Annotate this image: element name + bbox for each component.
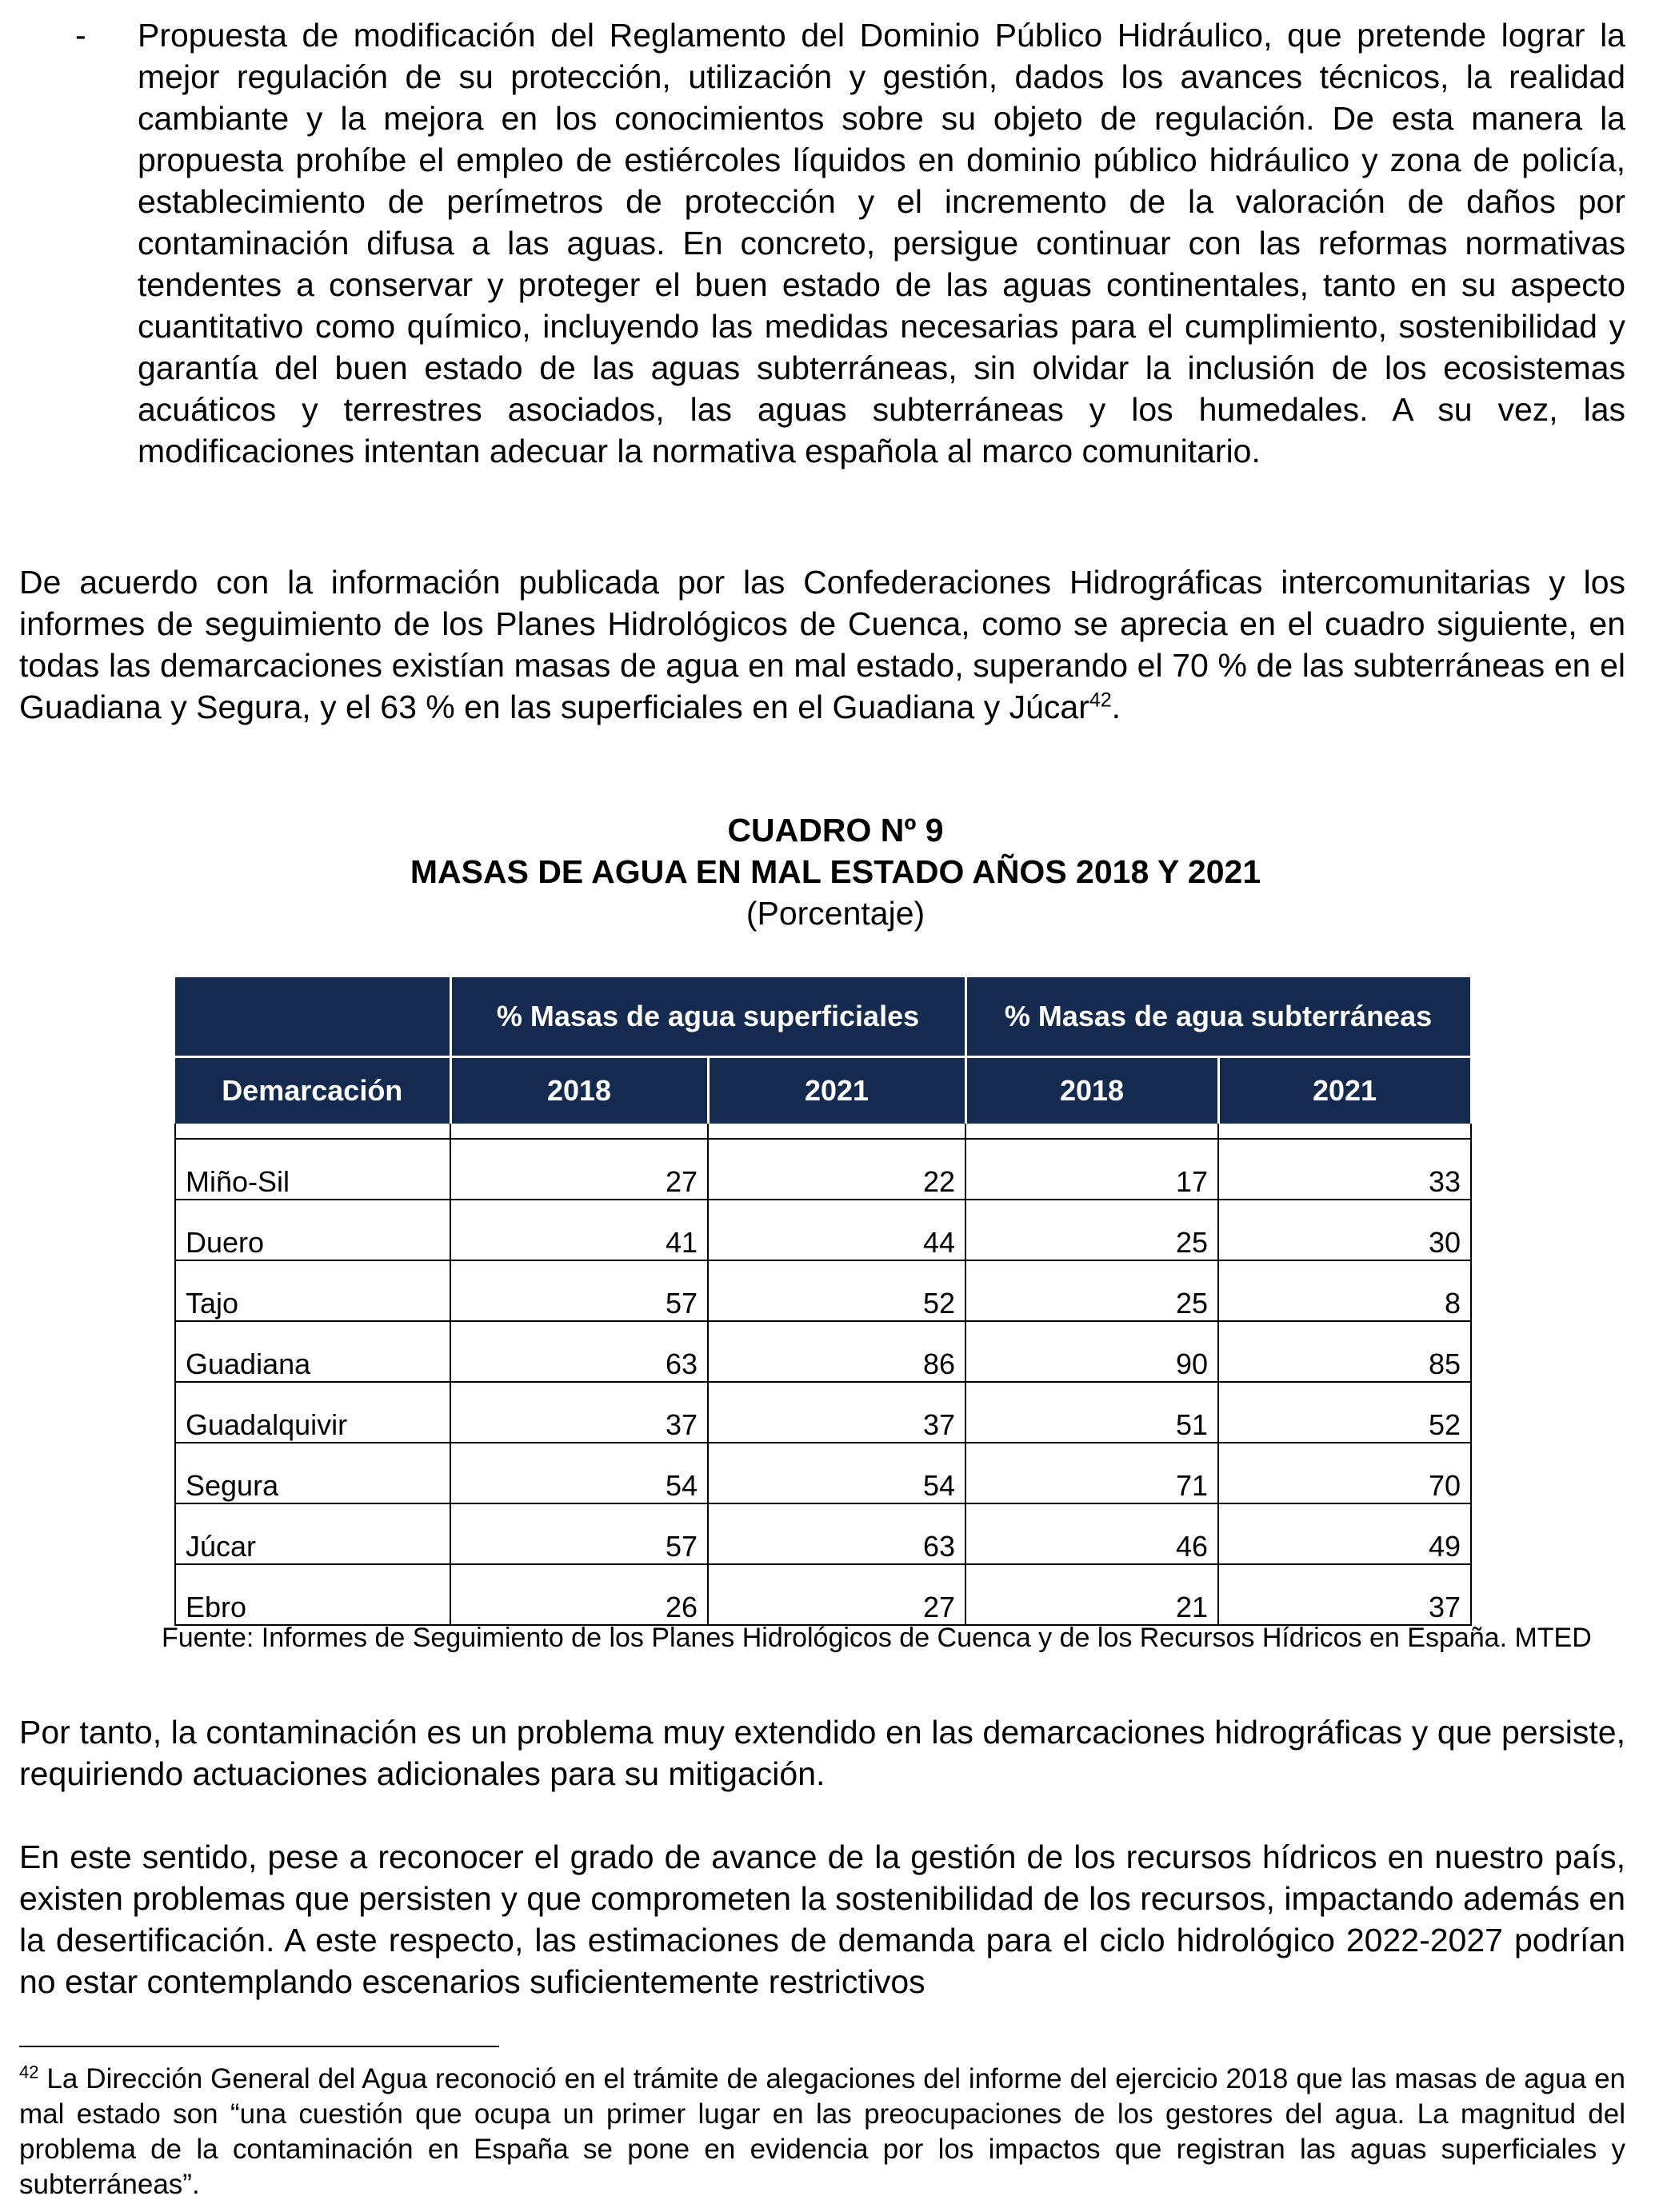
cell-value: 26 xyxy=(450,1564,708,1625)
bullet-paragraph: Propuesta de modificación del Reglamento del Dominio Público Hidráulico, que pretende lograr la mejor regulación de su protección, utilización y gestión, dados los avances técnicos, la realidad cambiante y la mejora en los conocimientos sobre su objeto de regulación. De esta manera la propuesta prohíbe el empleo de estiércoles líquidos en dominio público hidráulico y zona de policía, establecimiento de perímetros de protección y el incremento de la valoración de daños por contaminación difusa a las aguas. En concreto, persigue continuar con las reformas normativas tendentes a conservar y proteger el buen estado de las aguas continentales, tanto en su aspecto cuantitativo como químico, incluyendo las medidas necesarias para el cumplimiento, sostenibilidad y garantía del buen estado de las aguas subterráneas, sin olvidar la inclusión de los ecosistemas acuáticos y terrestres asociados, las aguas subterráneas y los humedales. A su vez, las modificaciones intentan adecuar la normativa española al marco comunitario. xyxy=(138,17,1625,469)
row-name: Miño-Sil xyxy=(175,1139,450,1200)
row-name: Segura xyxy=(175,1443,450,1503)
footnote-number: 42 xyxy=(19,2062,39,2082)
cell-value: 33 xyxy=(1218,1139,1471,1200)
row-name: Tajo xyxy=(175,1260,450,1321)
cell-value: 37 xyxy=(708,1382,965,1443)
cell-value: 52 xyxy=(708,1260,965,1321)
cell-value: 71 xyxy=(965,1443,1218,1503)
cell-value: 22 xyxy=(708,1139,965,1200)
cell-value: 41 xyxy=(450,1200,708,1260)
cell-value: 17 xyxy=(965,1139,1218,1200)
table-row xyxy=(175,1564,1471,1625)
table-number: CUADRO Nº 9 xyxy=(727,812,944,848)
cell-value: 21 xyxy=(965,1564,1218,1625)
table-row xyxy=(175,1321,1471,1382)
cell-value: 86 xyxy=(708,1321,965,1382)
footnote-text: La Dirección General del Agua reconoció en el trámite de alegaciones del informe del ejercicio 2018 que las masas de agua en mal estado son “una cuestión que ocupa un primer lugar en las preocupaciones de los gestores del agua. La magnitud del problema de la contaminación en España se pone en evidencia por los impactos que registran las aguas superficiales y subterráneas”. xyxy=(19,2063,1625,2200)
cell-value: 63 xyxy=(708,1503,965,1564)
cell-value: 8 xyxy=(1218,1260,1471,1321)
cell-value: 49 xyxy=(1218,1503,1471,1564)
footnote-separator xyxy=(19,2046,499,2047)
table-row xyxy=(175,1503,1471,1564)
table-title: MASAS DE AGUA EN MAL ESTADO AÑOS 2018 Y 2021 xyxy=(410,853,1261,890)
table-subtitle: (Porcentaje) xyxy=(746,895,925,932)
cell-value: 54 xyxy=(450,1443,708,1503)
header-surface-2021: 2021 xyxy=(708,1057,965,1124)
cell-value: 85 xyxy=(1218,1321,1471,1382)
header-surface-waters: % Masas de agua superficiales xyxy=(450,977,965,1057)
header-groundwater-2018: 2018 xyxy=(965,1057,1218,1124)
table-row xyxy=(175,1260,1471,1321)
table-source: Fuente: Informes de Seguimiento de los Planes Hidrológicos de Cuenca y de los Recursos Hídricos en España. MTED xyxy=(162,1623,1592,1653)
water-bodies-table xyxy=(174,977,1473,1626)
paragraph-contamination: Por tanto, la contaminación es un problema muy extendido en las demarcaciones hidrográficas y que persiste, requiriendo actuaciones adicionales para su mitigación. xyxy=(19,1714,1625,1792)
column-header-row xyxy=(175,1057,1471,1124)
group-header-row xyxy=(175,977,1471,1057)
paragraph-text: De acuerdo con la información publicada por las Confederaciones Hidrográficas intercomunitarias y los informes de seguimiento de los Planes Hidrológicos de Cuenca, como se aprecia en el cuadro siguiente, en todas las demarcaciones existían masas de agua en mal estado, superando el 70 % de las subterráneas en el Guadiana y Segura, y el 63 % en las superficiales en el Guadiana y Júcar xyxy=(19,564,1625,725)
row-name: Guadiana xyxy=(175,1321,450,1382)
cell-value: 57 xyxy=(450,1260,708,1321)
cell-value: 27 xyxy=(450,1139,708,1200)
bullet-marker: - xyxy=(75,17,86,54)
cell-value: 57 xyxy=(450,1503,708,1564)
cell-value: 52 xyxy=(1218,1382,1471,1443)
cell-value: 25 xyxy=(965,1260,1218,1321)
cell-value: 63 xyxy=(450,1321,708,1382)
header-demarcacion: Demarcación xyxy=(175,1057,450,1124)
table-spacer-row xyxy=(175,1124,1471,1139)
empty-header-cell xyxy=(175,977,450,1057)
cell-value: 27 xyxy=(708,1564,965,1625)
cell-value: 70 xyxy=(1218,1443,1471,1503)
row-name: Duero xyxy=(175,1200,450,1260)
cell-value: 30 xyxy=(1218,1200,1471,1260)
footnote-reference[interactable]: 42 xyxy=(1089,689,1112,712)
table-row xyxy=(175,1382,1471,1443)
header-groundwater-2021: 2021 xyxy=(1218,1057,1471,1124)
table-row xyxy=(175,1139,1471,1200)
cell-value: 37 xyxy=(450,1382,708,1443)
paragraph-resources: En este sentido, pese a reconocer el grado de avance de la gestión de los recursos hídricos en nuestro país, existen problemas que persisten y que comprometen la sostenibilidad de los recursos, impactando además en la desertificación. A este respecto, las estimaciones de demanda para el ciclo hidrológico 2022-2027 podrían no estar contemplando escenarios suficientemente restrictivos xyxy=(19,1839,1625,2000)
cell-value: 90 xyxy=(965,1321,1218,1382)
row-name: Guadalquivir xyxy=(175,1382,450,1443)
table-row xyxy=(175,1200,1471,1260)
cell-value: 37 xyxy=(1218,1564,1471,1625)
footnote xyxy=(19,2062,1625,2202)
header-surface-2018: 2018 xyxy=(450,1057,708,1124)
cell-value: 46 xyxy=(965,1503,1218,1564)
table-row xyxy=(175,1443,1471,1503)
row-name: Ebro xyxy=(175,1564,450,1625)
row-name: Júcar xyxy=(175,1503,450,1564)
cell-value: 44 xyxy=(708,1200,965,1260)
header-groundwater: % Masas de agua subterráneas xyxy=(965,977,1471,1057)
cell-value: 54 xyxy=(708,1443,965,1503)
cell-value: 25 xyxy=(965,1200,1218,1260)
cell-value: 51 xyxy=(965,1382,1218,1443)
paragraph-water-bodies: De acuerdo con la información publicada por las Confederaciones Hidrográficas intercomunitarias y los informes de seguimiento de los Planes Hidrológicos de Cuenca, como se aprecia en el cuadro siguiente, en todas las demarcaciones existían masas de agua en mal estado, superando el 70 % de las subterráneas en el Guadiana y Segura, y el 63 % en las superficiales en el Guadiana y Júcar$^{42}$. xyxy=(19,564,1625,725)
